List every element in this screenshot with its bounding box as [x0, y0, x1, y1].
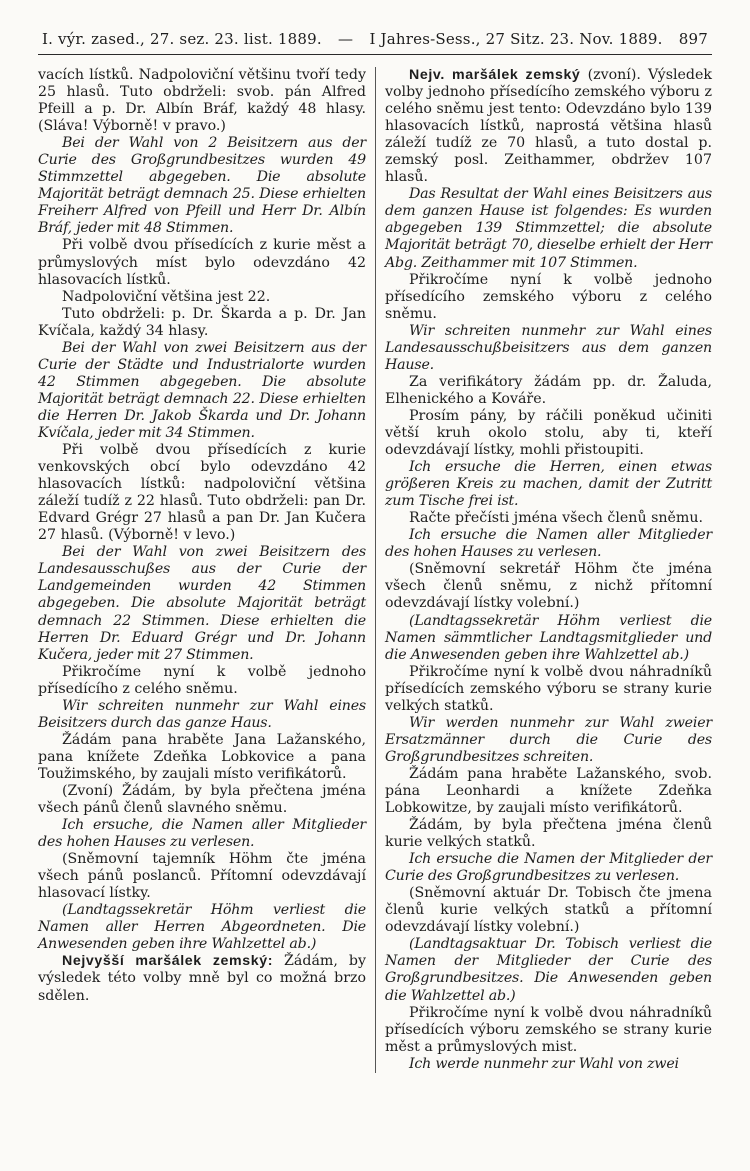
paragraph-czech: [385, 272, 712, 323]
paragraph-czech: [385, 510, 712, 527]
paragraph-german: [385, 1056, 712, 1073]
paragraph-text: Žádám, by byla přečtena jména členů kurie velkých statků.: [385, 817, 712, 851]
paragraph-text: Wir schreiten nunmehr zur Wahl eines Landesausschußbeisitzers aus dem ganzen Hause.: [385, 322, 712, 373]
paragraph-text: Wir schreiten nunmehr zur Wahl eines Beisitzers durch das ganze Haus.: [38, 697, 366, 731]
paragraph-czech: [38, 953, 366, 1004]
paragraph-text: Ich ersuche die Namen aller Mitglieder des hohen Hauses zu verlesen.: [385, 527, 712, 561]
paragraph-czech: [38, 664, 366, 698]
paragraph-german: [38, 544, 366, 663]
paragraph-text: Račte přečísti jména všech členů sněmu.: [409, 510, 704, 527]
paragraph-text: Tuto obdrželi: p. Dr. Škarda a p. Dr. Jan Kvíčala, každý 34 hlasy.: [38, 305, 366, 339]
paragraph-text: Při volbě dvou přísedících z kurie měst a průmyslových míst bylo odevzdáno 42 hlasovacích lístků.: [38, 237, 366, 288]
paragraph-text: Za verifikátory žádám pp. dr. Žaluda, Elhenického a Kováře.: [385, 373, 712, 407]
paragraph-text: Bei der Wahl von zwei Beisitzern des Landesausschußes aus der Curie der Landgemeinden wurden 42 Stimmen abgegeben. Die absolute Majorität beträgt demnach 22 Stimmen. Diese erhielten die Herren Dr. Eduard Grégr und Dr. Johann Kučera, jeder mit 27 Stimmen.: [38, 544, 366, 663]
paragraph-text: Ich werde nunmehr zur Wahl von zwei: [409, 1055, 679, 1072]
paragraph-czech: [385, 561, 712, 612]
paragraph-text: (Landtagssekretär Höhm verliest die Namen sämmtlicher Landtagsmitglieder und die Anwesenden geben ihre Wahlzettel ab.): [385, 612, 712, 663]
paragraph-czech: [38, 783, 366, 817]
page-number: 897: [678, 30, 708, 48]
header-czech: I. výr. zased., 27. sez. 23. list. 1889.: [42, 30, 322, 48]
paragraph-german: [385, 936, 712, 1004]
paragraph-german: [38, 817, 366, 851]
paragraph-german: [385, 851, 712, 885]
right-column: [375, 67, 712, 1073]
paragraph-text: vacích lístků. Nadpoloviční většinu tvoří tedy 25 hlasů. Tuto obdrželi: svob. pán Alfred Pfeill a p. Dr. Albín Bráf, každý 48 hlasy. (Sláva! Výborně! v pravo.): [38, 67, 366, 135]
paragraph-text: (zvoní). Výsledek volby jednoho přísedícího zemského výboru z celého sněmu jest tento: Odevzdáno bylo 139 hlasovacích lístků, naprostá většina hlasů záleží tudíž ze 70 hlasů, a tuto dostal p. zemský posl. Zeithammer, obdržev 107 hlasů.: [385, 67, 712, 186]
paragraph-czech: [385, 766, 712, 817]
paragraph-german: [385, 459, 712, 510]
paragraph-czech: [385, 1005, 712, 1056]
paragraph-czech: [385, 664, 712, 715]
speaker-name: Nejv. maršálek zemský: [409, 67, 581, 83]
paragraph-text: Bei der Wahl von 2 Beisitzern aus der Curie des Großgrundbesitzes wurden 49 Stimmzettel abgegeben. Die absolute Majorität beträgt demnach 25. Diese erhielten Freiherr Alfred von Pfeill und Herr Dr. Albín Bráf, jeder mit 48 Stimmen.: [38, 135, 366, 237]
paragraph-text: (Sněmovní sekretář Höhm čte jména všech členů sněmu, z nichž přítomní odevzdávají lístky volební.): [385, 561, 712, 612]
paragraph-czech: [38, 67, 366, 135]
paragraph-german: [38, 698, 366, 732]
paragraph-text: Prosím pány, by ráčili poněkud učiniti větší kruh okolo stolu, aby ti, kteří odevzdávají lístky, mohli přistoupiti.: [385, 407, 712, 459]
paragraph-czech: [38, 237, 366, 288]
paragraph-german: [385, 527, 712, 561]
paragraph-text: (Landtagsaktuar Dr. Tobisch verliest die Namen der Mitglieder der Curie des Großgrundbesitzes. Die Anwesenden geben die Wahlzettel ab.): [385, 936, 712, 1004]
paragraph-text: Ich ersuche die Herren, einen etwas größeren Kreis zu machen, damit der Zutritt zum Tische frei ist.: [385, 459, 712, 510]
header-dash: —: [338, 30, 354, 48]
paragraph-czech: [38, 289, 366, 306]
paragraph-czech: [385, 817, 712, 851]
paragraph-czech: [38, 442, 366, 544]
paragraph-text: Žádám pana hraběte Jana Lažanského, pana knížete Zdeňka Lobkovice a pana Toužimského, by zaujali místo verifikátorů.: [38, 731, 366, 782]
paragraph-text: Přikročíme nyní k volbě jednoho přísedícího z celého sněmu.: [38, 663, 366, 697]
paragraph-text: Ich ersuche, die Namen aller Mitglieder des hohen Hauses zu verlesen.: [38, 817, 366, 851]
paragraph-text: Přikročíme nyní k volbě jednoho přísedícího zemského výboru z celého sněmu.: [385, 271, 712, 322]
paragraph-german: [385, 186, 712, 271]
paragraph-german: [38, 340, 366, 442]
paragraph-text: Wir werden nunmehr zur Wahl zweier Ersatzmänner durch die Curie des Großgrundbesitzes schreiten.: [385, 714, 712, 765]
running-header: [38, 30, 712, 55]
left-column: [38, 67, 375, 1073]
paragraph-czech: [385, 67, 712, 186]
paragraph-text: (Sněmovní tajemník Höhm čte jména všech pánů poslanců. Přítomní odevzdávají hlasovací lístky.: [38, 851, 366, 902]
paragraph-text: Ich ersuche die Namen der Mitglieder der Curie des Großgrundbesitzes zu verlesen.: [385, 851, 712, 885]
paragraph-czech: [38, 851, 366, 902]
header-german: I Jahres-Sess., 27 Sitz. 23. Nov. 1889.: [369, 30, 663, 48]
paragraph-czech: [385, 408, 712, 459]
paragraph-text: Das Resultat der Wahl eines Beisitzers aus dem ganzen Hause ist folgendes: Es wurden abgegeben 139 Stimmzettel; die absolute Majorität beträgt 70, dieselbe erhielt der Herr Abg. Zeithammer mit 107 Stimmen.: [385, 186, 712, 271]
paragraph-text: (Zvoní) Žádám, by byla přečtena jména všech pánů členů slavného sněmu.: [38, 782, 366, 817]
paragraph-text: (Sněmovní aktuár Dr. Tobisch čte jmena členů kurie velkých statků a přítomní odevzdávají lístky volební.): [385, 885, 712, 936]
text-columns: [38, 67, 712, 1073]
paragraph-text: Nadpoloviční většina jest 22.: [62, 288, 271, 305]
paragraph-text: Žádám pana hraběte Lažanského, svob. pána Leonhardi a knížete Zdeňka Lobkowitze, by zaujali místo verifikátorů.: [385, 765, 712, 817]
paragraph-german: [385, 613, 712, 664]
paragraph-czech: [385, 374, 712, 408]
paragraph-text: Při volbě dvou přísedících z kurie venkovských obcí bylo odevzdáno 42 hlasovacích lístků: nadpoloviční většina záleží tudíž z 22 hlasů. Tuto obdrželi: pan Dr. Edvard Grégr 27 hlasů a pan Dr. Jan Kučera 27 hlasů. (Výborně! v levo.): [38, 442, 366, 544]
speaker-name: Nejvyšší maršálek zemský:: [62, 953, 274, 970]
paragraph-text: (Landtagssekretär Höhm verliest die Namen aller Herren Abgeordneten. Die Anwesenden geben ihre Wahlzettel ab.): [38, 902, 366, 953]
paragraph-text: Bei der Wahl von zwei Beisitzern aus der Curie der Städte und Industrialorte wurden 42 Stimmen abgegeben. Die absolute Majorität beträgt demnach 22. Diese erhielten die Herren Dr. Jakob Škarda und Dr. Johann Kvíčala, jeder mit 34 Stimmen.: [38, 339, 366, 441]
paragraph-text: Přikročíme nyní k volbě dvou náhradníků přísedících zemského výboru se strany kurie velkých statků.: [385, 663, 712, 714]
paragraph-text: Žádám, by výsledek této volby mně byl co možná brzo sdělen.: [38, 953, 366, 1004]
paragraph-czech: [38, 732, 366, 783]
paragraph-czech: [385, 885, 712, 936]
paragraph-german: [38, 902, 366, 953]
paragraph-text: Přikročíme nyní k volbě dvou náhradníků přísedících výboru zemského se strany kurie měst a průmyslových mist.: [385, 1004, 712, 1055]
paragraph-german: [38, 135, 366, 237]
paragraph-german: [385, 323, 712, 374]
paragraph-czech: [38, 306, 366, 340]
paragraph-german: [385, 715, 712, 766]
